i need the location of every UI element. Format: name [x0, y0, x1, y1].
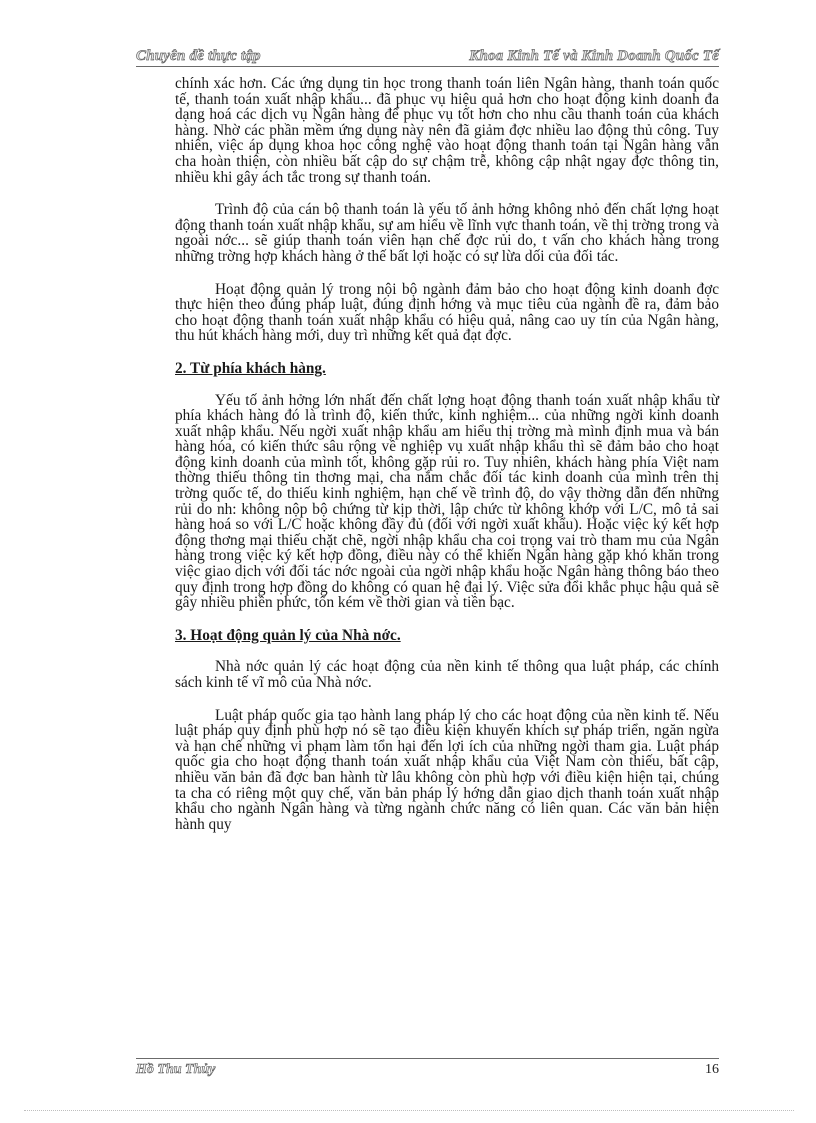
page-footer: [136, 1058, 719, 1083]
page-boundary-line: [24, 1110, 794, 1111]
paragraph: Luật pháp quốc gia tạo hành lang pháp lý cho các hoạt động của nền kinh tế. Nếu luật pháp quy định phù hợp nó sẽ tạo điều kiện khuyến khích sự pháp triển, ngăn ngừa và hạn chế những vi phạm làm tổn hại đến lợi ích của những ngời tham gia. Luật pháp quốc gia cho hoạt động thanh toán xuất nhập khẩu của Việt Nam còn thiếu, bất cập, nhiều văn bản đã đợc ban hành từ lâu không còn phù hợp với điều kiện hiện tại, chúng ta cha có riêng một quy chế, văn bản pháp lý hớng dẫn giao dịch thanh toán xuất nhập khẩu cho ngành Ngân hàng và từng ngành chức năng có liên quan. Các văn bản hiện hành quy: [175, 706, 719, 833]
paragraph: Nhà nớc quản lý các hoạt động của nền kinh tế thông qua luật pháp, các chính sách kinh tế vĩ mô của Nhà nớc.: [175, 658, 719, 691]
header-left-title: Chuyên đề thực tập: [136, 48, 261, 64]
header-right-title: Khoa Kinh Tế và Kinh Doanh Quốc Tế: [469, 48, 719, 64]
page-number: 16: [705, 1062, 719, 1077]
footer-author: Hồ Thu Thủy: [136, 1062, 216, 1077]
paragraph: Yếu tố ảnh hởng lớn nhất đến chất lợng hoạt động thanh toán xuất nhập khẩu từ phía khách hàng đó là trình độ, kiến thức, kinh nghiệm... của những ngời kinh doanh xuất nhập khẩu. Nếu ngời xuất nhập khẩu am hiểu thị trờng mà mình định mua và bán hàng hóa, có kiến thức sâu rộng về nghiệp vụ xuất nhập khẩu thì sẽ đảm bảo cho hoạt động kinh doanh của mình tốt, không gặp rủi ro. Tuy nhiên, khách hàng phía Việt nam thờng thiếu thông tin thơng mại, cha nắm chắc đối tác kinh doanh của mình trên thị trờng quốc tế, do thiếu kinh nghiệm, hạn chế về trình độ, do vậy thờng dẫn đến những rủi do nh: không nộp bộ chứng từ kịp thời, lập chức từ không khớp với L/C, mô tả sai hàng hoá so với L/C hoặc không đầy đủ (đối với ngời xuất khẩu). Hoặc việc ký kết hợp động thơng mại thiếu chặt chẽ, ngời nhập khẩu cha coi trọng vai trò tham mu của Ngân hàng trong việc ký kết hợp đồng, điều này có thể khiến Ngân hàng gặp khó khăn trong việc giao dịch với đối tác nớc ngoài của ngời nhập khẩu hoặc Ngân hàng thông báo theo quy định trong hợp đồng do không có quan hệ đại lý. Việc sửa đổi khắc phục hậu quả sẽ gây nhiều phiền phức, tốn kém về thời gian và tiền bạc.: [175, 391, 719, 612]
section-heading: 2. Từ phía khách hàng.: [175, 359, 326, 377]
paragraph: Hoạt động quản lý trong nội bộ ngành đảm bảo cho hoạt động kinh doanh đợc thực hiện theo đúng pháp luật, đúng định hớng và mục tiêu của ngành đề ra, đảm bảo cho hoạt động thanh toán xuất nhập khẩu có hiệu quả, nâng cao uy tín của Ngân hàng, thu hút khách hàng mới, duy trì những kết quả đạt đợc.: [175, 280, 719, 345]
paragraph: Trình độ của cán bộ thanh toán là yếu tố ảnh hởng không nhỏ đến chất lợng hoạt động thanh toán xuất nhập khẩu, sự am hiểu về lĩnh vực thanh toán, về thị trờng trong và ngoài nớc... sẽ giúp thanh toán viên hạn chế đợc rủi do, t vấn cho khách hàng trong những trờng hợp khách hàng ở thế bất lợi hoặc có sự lừa dối của đối tác.: [175, 201, 719, 265]
paragraph: chính xác hơn. Các ứng dụng tin học trong thanh toán liên Ngân hàng, thanh toán quốc tế, thanh toán xuất nhập khẩu... đã phục vụ hiệu quả hơn cho hoạt động kinh doanh đa dạng hoá các dịch vụ Ngân hàng để phục vụ tốt hơn cho nhu cầu thanh toán của khách hàng. Nhờ các phần mềm ứng dụng này nên đã giảm đợc nhiều lao động thủ công. Tuy nhiên, việc áp dụng khoa học công nghệ vào hoạt động thanh toán tại Ngân hàng vẫn cha hoàn thiện, còn nhiều bất cập do sự chậm trễ, không cập nhật ngay đợc thông tin, nhiều khi gây ách tắc trong sự thanh toán.: [175, 75, 719, 186]
section-heading: 3. Hoạt động quản lý của Nhà nớc.: [175, 626, 401, 644]
page-header: [136, 44, 719, 67]
document-body: [175, 76, 719, 832]
